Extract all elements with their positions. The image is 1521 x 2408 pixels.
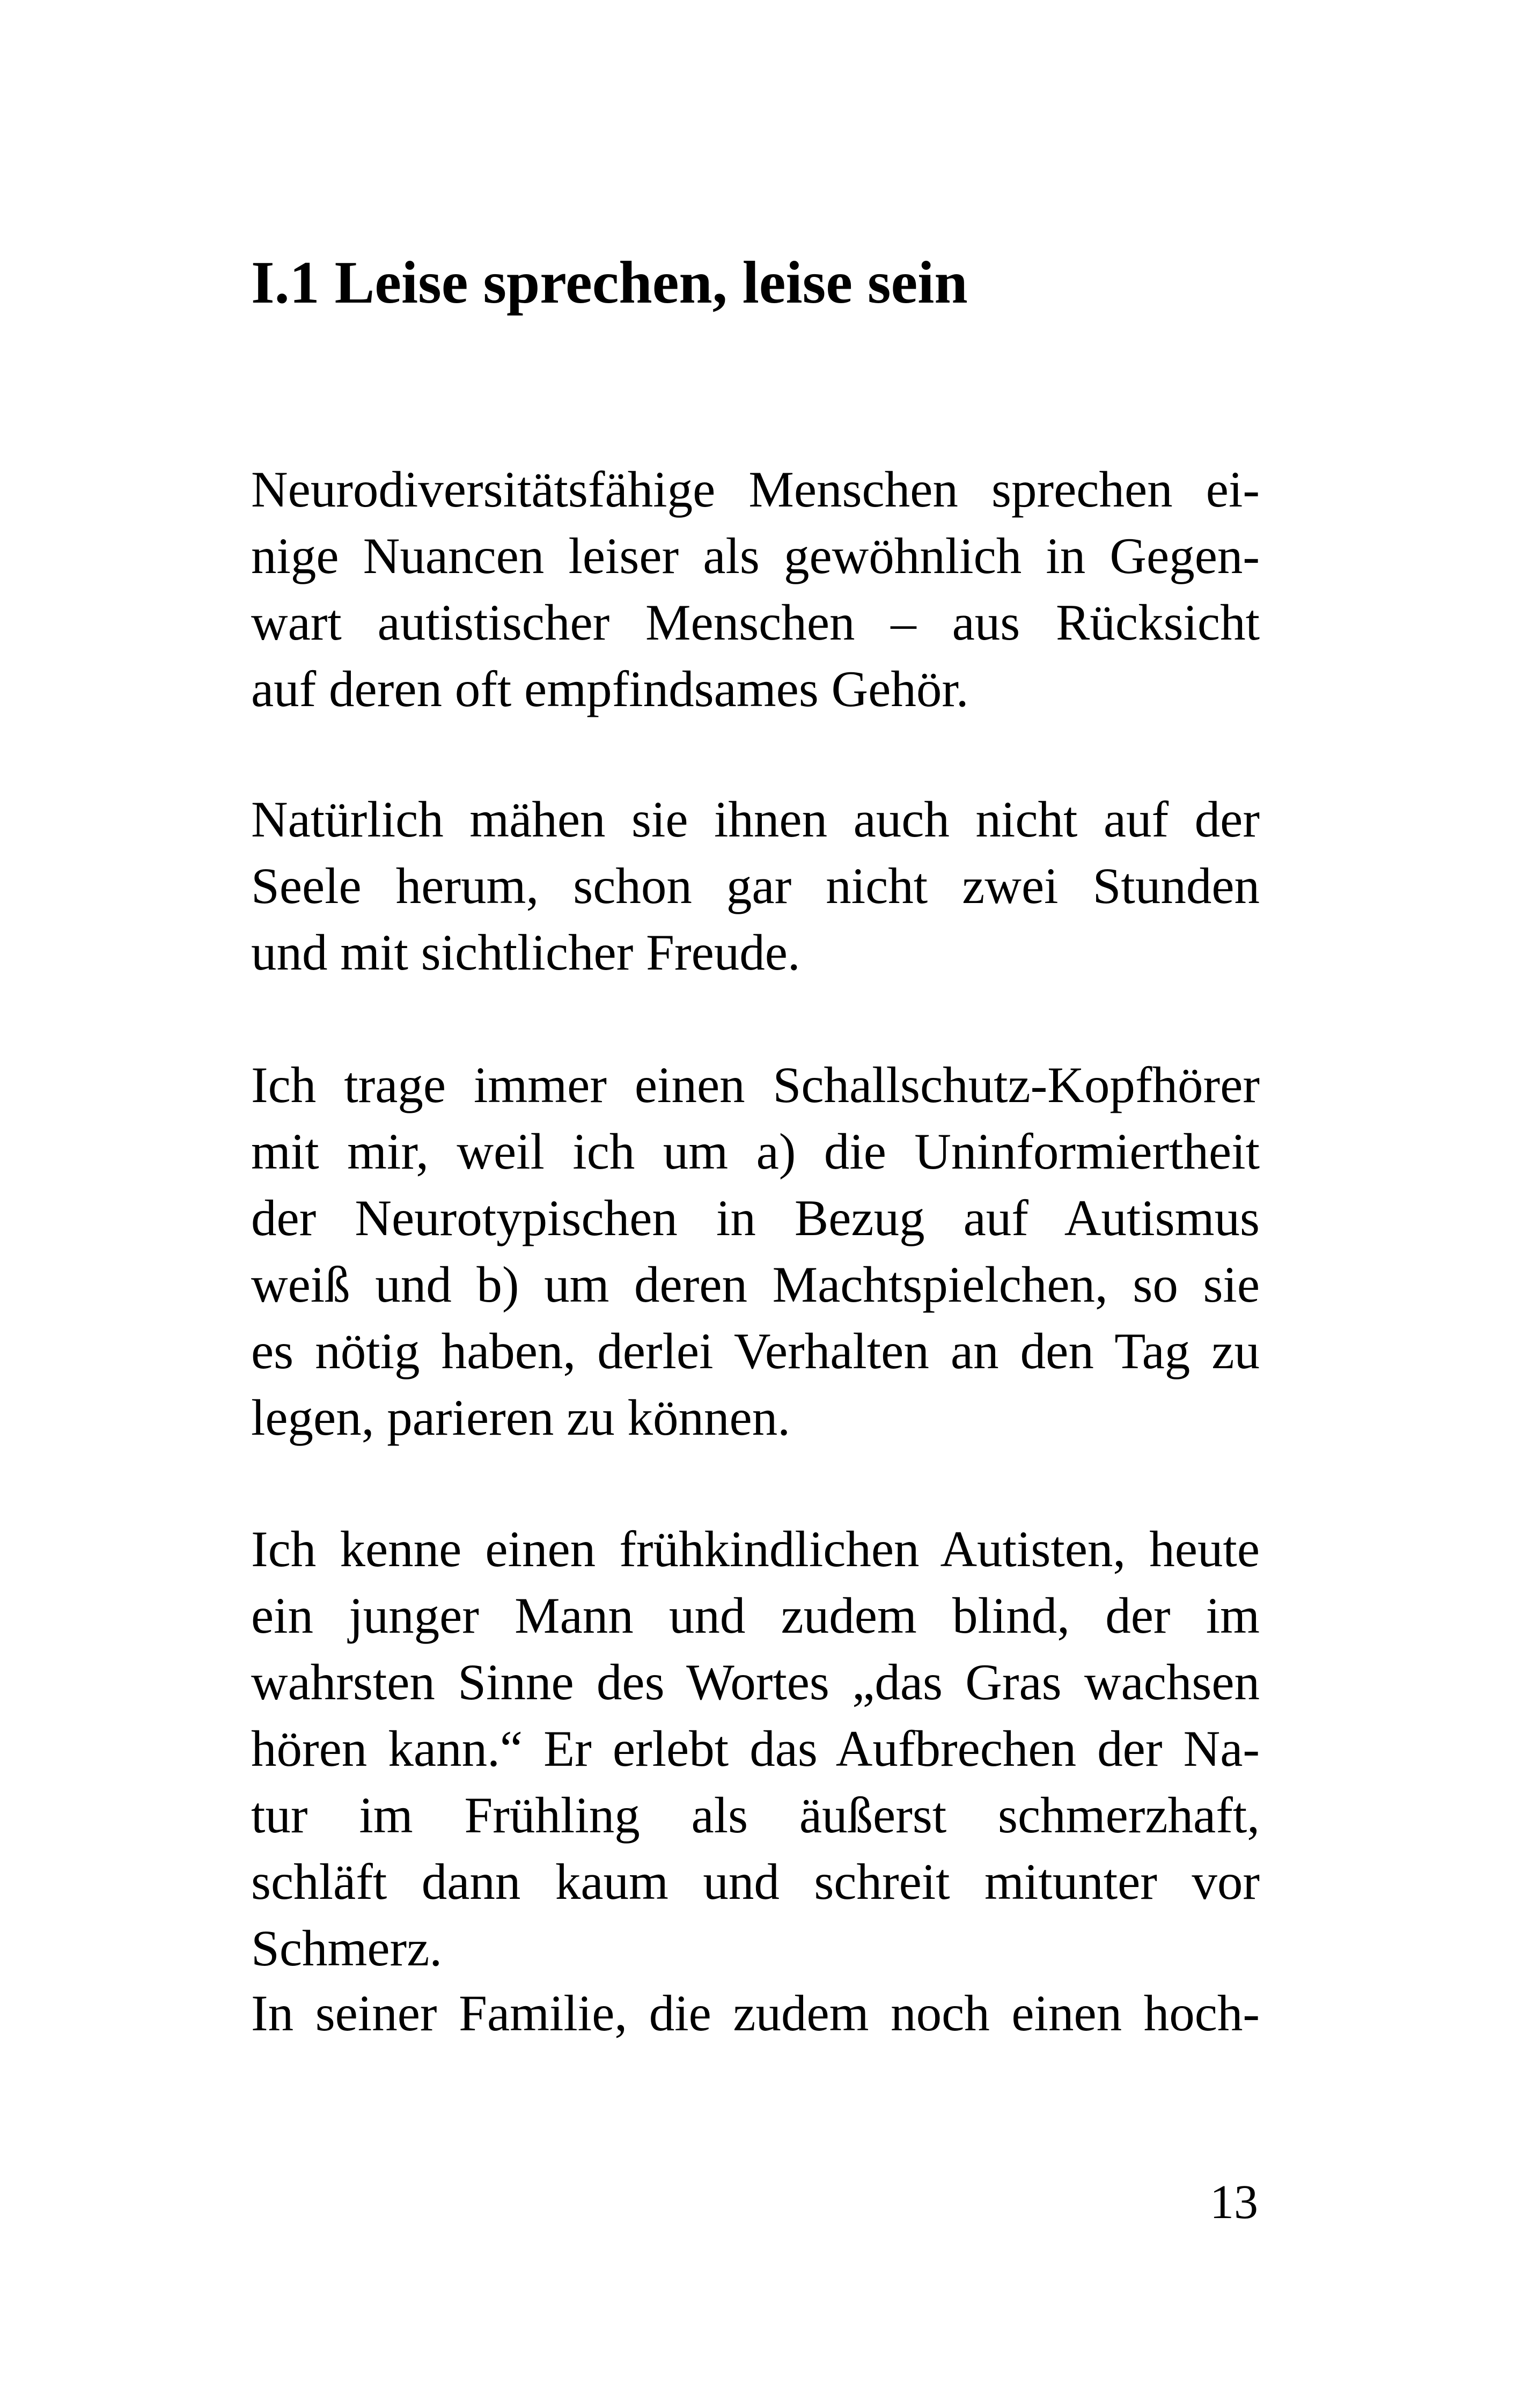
text-line: Ich kenne einen frühkindlichen Autisten, heute (251, 1521, 1260, 1577)
text-line: Ich trage immer einen Schallschutz-Kopfhörer (251, 1056, 1260, 1113)
chapter-heading: I.1 Leise sprechen, leise sein (251, 249, 968, 316)
text-line: schläft dann kaum und schreit mitunter vor (251, 1853, 1260, 1910)
text-line: wahrsten Sinne des Wortes „das Gras wachsen (251, 1654, 1260, 1710)
paragraph-4 (251, 1516, 1260, 1981)
page-number: 13 (1210, 2176, 1258, 2229)
text-line: und mit sichtlicher Freude. (251, 924, 800, 981)
text-line: nige Nuancen leiser als gewöhnlich in Gegen- (251, 527, 1260, 584)
text-line: Neurodiversitätsfähige Menschen sprechen ei- (251, 461, 1260, 518)
text-line: ein junger Mann und zudem blind, der im (251, 1587, 1260, 1644)
text-line: der Neurotypischen in Bezug auf Autismus (251, 1190, 1260, 1246)
text-line: Schmerz. (251, 1920, 443, 1977)
text-line: es nötig haben, derlei Verhalten an den Tag zu (251, 1323, 1260, 1379)
text-line: weiß und b) um deren Machtspielchen, so sie (251, 1256, 1260, 1313)
text-line: Seele herum, schon gar nicht zwei Stunden (251, 857, 1260, 914)
text-line: auf deren oft empfindsames Gehör. (251, 660, 969, 717)
paragraph-3 (251, 1052, 1260, 1451)
paragraph-1 (251, 456, 1260, 722)
text-line: hören kann.“ Er erlebt das Aufbrechen der Na- (251, 1720, 1260, 1777)
text-line: tur im Frühling als äußerst schmerzhaft, (251, 1787, 1260, 1844)
text-line: mit mir, weil ich um a) die Uninformiertheit (251, 1123, 1260, 1180)
text-line: wart autistischer Menschen – aus Rücksicht (251, 594, 1260, 651)
paragraph-2 (251, 786, 1260, 986)
text-line: Natürlich mähen sie ihnen auch nicht auf der (251, 791, 1260, 848)
paragraph-5 (251, 1980, 1260, 2046)
text-line: In seiner Familie, die zudem noch einen hoch- (251, 1985, 1260, 2042)
text-line: legen, parieren zu können. (251, 1389, 790, 1446)
